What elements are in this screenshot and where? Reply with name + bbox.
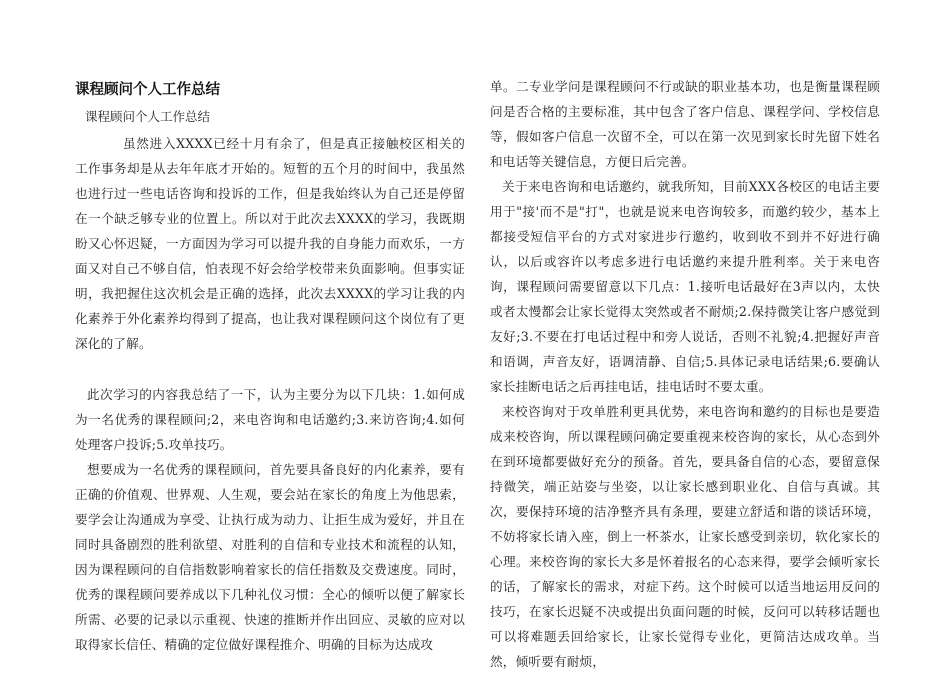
paragraph-continued: 单。二专业学问是课程顾问不行或缺的职业基本功，也是衡量课程顾问是否合格的主要标准，其中包含了客户信息、课程学问、学校信息等，假如客户信息一次留不全，可以在第一次见到家长时先留下姓名和电话等关键信息，方便日后完善。 <box>490 79 880 169</box>
left-column <box>75 74 465 657</box>
right-column <box>490 74 880 674</box>
paragraph-qualities: 想要成为一名优秀的课程顾问，首先要具备良好的内化素养，要有正确的价值观、世界观、人生观，要会站在家长的角度上为他思索，要学会让沟通成为享受、让执行成为动力、让拒生成为爱好，并且在同时具备剧烈的胜利欲望、对胜利的自信和专业技术和流程的认知，因为课程顾问的自信指数影响着家长的信任指数及交费速度。同时，优秀的课程顾问要养成以下几种礼仪习惯：全心的倾听以便了解家长所需、必要的记录以示重视、快速的推断并作出回应、灵敏的应对以取得家长信任、精确的定位做好课程推介、明确的目标为达成攻 <box>75 462 465 652</box>
document-subtitle: 课程顾问个人工作总结 <box>85 109 211 124</box>
paragraph-intro: 虽然进入XXXX已经十月有余了，但是真正接触校区相关的工作事务却是从去年年底才开始的。短暂的五个月的时间中，我虽然也进行过一些电话咨询和投诉的工作，但是我始终认为自己还是停留在一个缺乏够专业的位置上。所以对于此次去XXXX的学习，我既期盼又心怀迟疑，一方面因为学习可以提升我的自身能力而欢乐，一方面又对自己不够自信，怕表现不好会给学校带来负面影响。但事实证明，我把握住这次机会是正确的选择，此次去XXXX的学习让我的内化素养于外化素养均得到了提高，也让我对课程顾问这个岗位有了更深化的了解。 <box>75 136 465 351</box>
paragraph-gap <box>75 356 465 382</box>
paragraph-summary: 此次学习的内容我总结了一下，认为主要分为以下几块：1.如何成为一名优秀的课程顾问;2，来电咨询和电话邀约;3.来访咨询;4.如何处理客户投诉;5.攻单技巧。 <box>75 387 465 452</box>
paragraph-visit: 来校咨询对于攻单胜利更具优势，来电咨询和邀约的目标也是要造成来校咨询，所以课程顾问确定要重视来校咨询的家长，从心态到外在到环境都要做好充分的预备。首先，要具备自信的心态，要留意保持微笑，端正站姿与坐姿，以让家长感到职业化、自信与真诚。其次，要保持环境的洁净整齐具有条理，要建立舒适和谐的谈话环境，不妨将家长请入座，倒上一杯茶水，让家长感受到亲切，软化家长的心理。来校咨询的家长大多是怀着报名的心态来得，要学会倾听家长的话，了解家长的需求，对症下药。这个时候可以适当地运用反问的技巧，在家长迟疑不决或提出负面问题的时候，反问可以转移话题也可以将难题丢回给家长，让家长觉得专业化，更简洁达成攻单。当然，倾听要有耐烦， <box>490 404 880 669</box>
document-title: 课程顾问个人工作总结 <box>75 82 220 98</box>
paragraph-phone: 关于来电咨询和电话邀约，就我所知，目前XXX各校区的电话主要用于"接'而不是"打"，也就是说来电咨询较多，而邀约较少，基本上都接受短信平台的方式对家进步行邀约，收到收不到并不好进行确认，以后或容许以考虑多进行电话邀约来提升胜利率。关于来电咨询，课程顾问需要留意以下几点：1.接听电话最好在3声以内，太快或者太慢都会让家长觉得太突然或者不耐烦;2.保持微笑让客户感觉到友好;3.不要在打电话过程中和旁人说话，否则不礼貌;4.把握好声音和语调，声音友好，语调清静、自信;5.具体记录电话结果;6.要确认家长挂断电话之后再挂电话，挂电话时不要太重。 <box>490 179 880 394</box>
